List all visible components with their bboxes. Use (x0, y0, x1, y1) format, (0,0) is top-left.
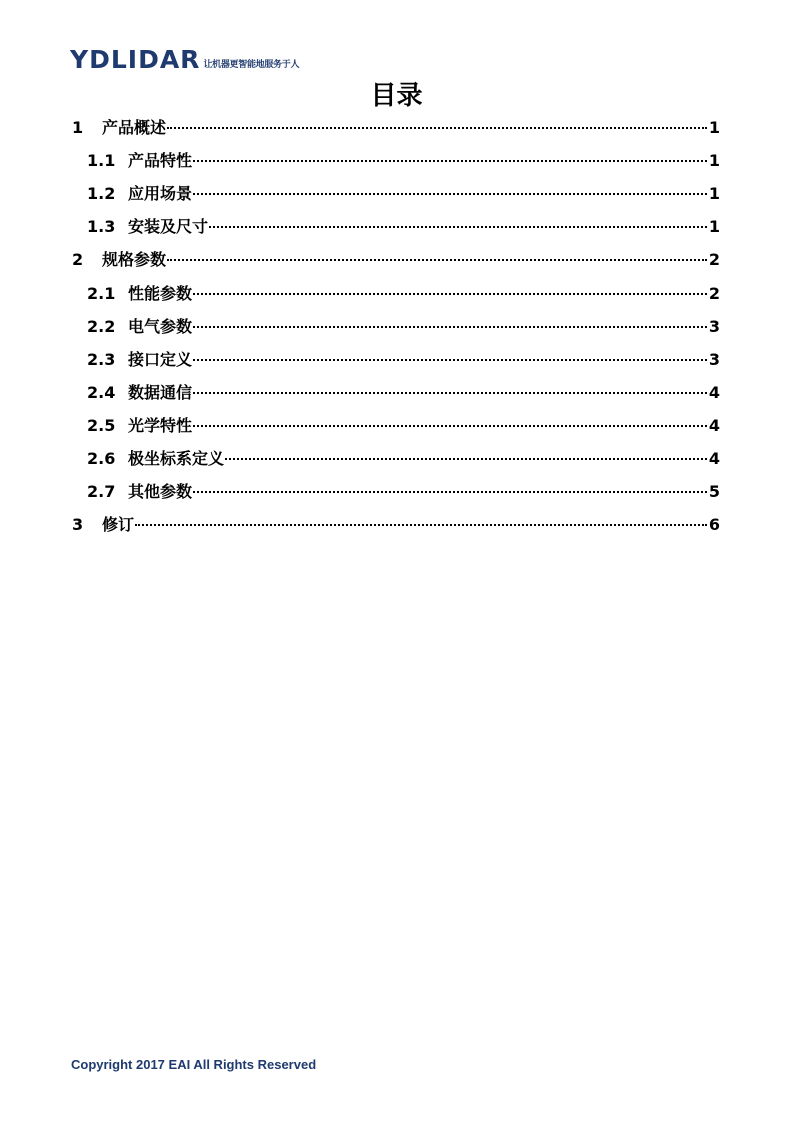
toc-entry-page: 6 (708, 515, 720, 535)
toc-entry[interactable] (87, 447, 720, 471)
toc-entry[interactable] (87, 282, 720, 306)
toc-entry[interactable] (87, 381, 720, 405)
toc-entry-page: 1 (708, 184, 720, 204)
toc-entry-number: 1.2 (87, 184, 116, 204)
logo-tagline: 让机器更智能地服务于人 (203, 60, 300, 70)
toc-entry-number: 1.3 (87, 217, 116, 237)
toc-entry[interactable] (72, 513, 720, 537)
toc-entry-page: 4 (708, 449, 720, 468)
toc-entry-number: 2.5 (87, 415, 116, 435)
logo-text: YDLIDAR (70, 45, 201, 74)
toc-entry[interactable] (87, 315, 720, 339)
toc-entry[interactable] (72, 248, 720, 272)
toc-entry-label: 其他参数 (128, 482, 193, 502)
toc-entry-number: 2.4 (87, 382, 116, 402)
toc-dot-leader (193, 293, 707, 295)
toc-entry-label: 光学特性 (128, 415, 193, 435)
toc-entry-label: 产品概述 (102, 118, 167, 137)
toc-entry-page: 1 (708, 118, 720, 137)
toc-entry[interactable] (87, 348, 720, 372)
toc-entry-label: 修订 (102, 515, 135, 535)
toc-entry-label: 数据通信 (128, 382, 193, 402)
page-title: 目录 (370, 81, 423, 111)
toc-entry-label: 应用场景 (128, 184, 193, 204)
toc-entry-number: 1.1 (87, 151, 116, 171)
toc-entry[interactable] (87, 215, 720, 239)
toc-entry[interactable] (87, 149, 720, 173)
toc-dot-leader (193, 392, 707, 394)
toc-entry-label: 极坐标系定义 (128, 449, 225, 468)
toc-entry[interactable] (72, 116, 720, 140)
toc-entry-number: 1 (72, 118, 84, 137)
toc-dot-leader (193, 491, 707, 493)
toc-dot-leader (225, 458, 707, 460)
toc-entry-number: 2.3 (87, 349, 116, 369)
toc-entry-label: 性能参数 (128, 283, 193, 303)
toc-entry-page: 1 (708, 151, 720, 171)
toc-dot-leader (167, 127, 707, 129)
toc-entry[interactable] (87, 182, 720, 206)
toc-entry-page: 4 (708, 382, 720, 402)
toc-entry[interactable] (87, 414, 720, 438)
toc-dot-leader (193, 160, 707, 162)
toc-entry-number: 3 (72, 515, 84, 535)
toc-entry-label: 电气参数 (128, 316, 193, 336)
toc-entry-page: 3 (708, 316, 720, 336)
toc-entry[interactable] (87, 480, 720, 504)
toc-entry-number: 2.2 (87, 316, 116, 336)
toc-entry-label: 接口定义 (128, 349, 193, 369)
toc-entry-page: 4 (708, 415, 720, 435)
toc-entry-number: 2.7 (87, 482, 116, 502)
toc-dot-leader (193, 326, 707, 328)
toc-entry-number: 2 (72, 250, 84, 270)
toc-entry-label: 规格参数 (102, 250, 167, 270)
toc-dot-leader (135, 524, 707, 526)
toc-entry-page: 2 (708, 283, 720, 303)
brand-logo (70, 46, 299, 74)
toc-dot-leader (167, 259, 707, 261)
toc-dot-leader (193, 193, 707, 195)
toc-dot-leader (193, 425, 707, 427)
footer-copyright: Copyright 2017 EAI All Rights Reserved (71, 1057, 317, 1072)
toc-dot-leader (193, 359, 707, 361)
toc-entry-number: 2.6 (87, 449, 116, 468)
toc-entry-label: 产品特性 (128, 151, 193, 171)
toc-entry-page: 3 (708, 349, 720, 369)
toc-entry-number: 2.1 (87, 283, 116, 303)
toc-entry-page: 5 (708, 482, 720, 502)
toc-entry-page: 2 (708, 250, 720, 270)
toc-entry-page: 1 (708, 217, 720, 237)
toc-entry-label: 安装及尺寸 (128, 217, 209, 237)
toc-dot-leader (209, 226, 707, 228)
